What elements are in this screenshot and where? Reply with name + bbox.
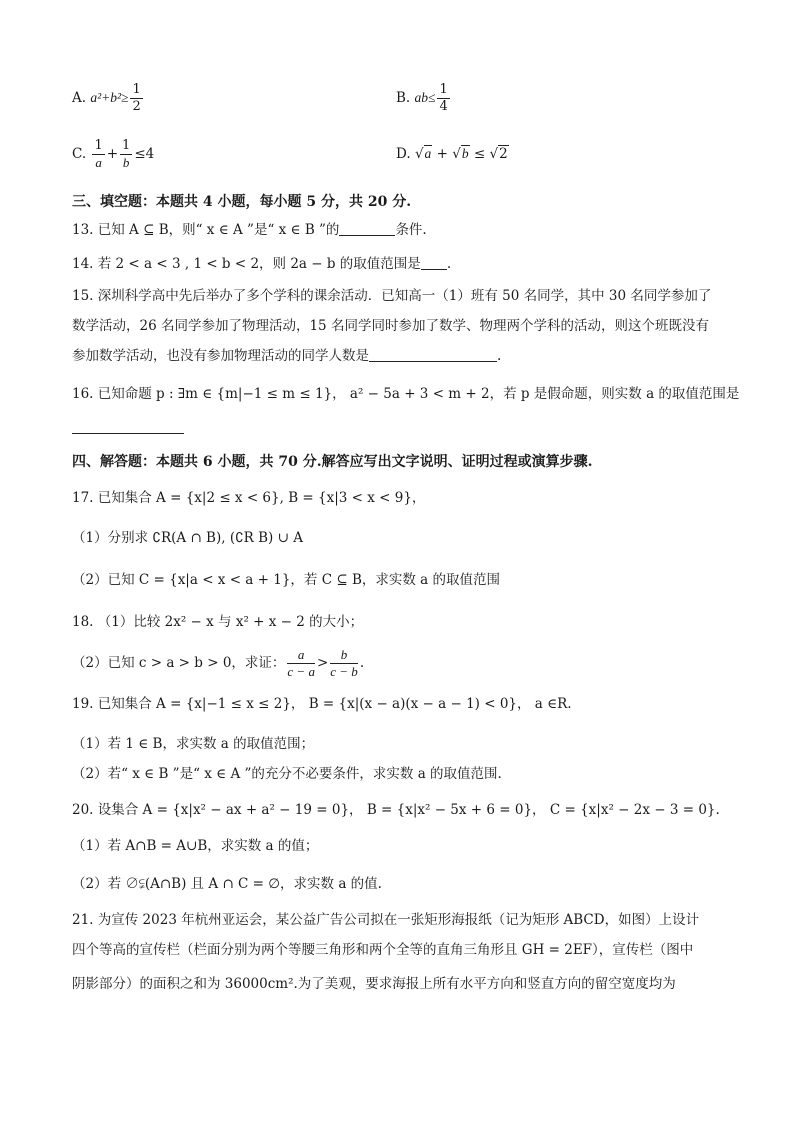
- question-17-part-2: （2）已知 C = {x|a < x < a + 1}，若 C ⊆ B，求实数 a 的取值范围: [72, 572, 500, 588]
- question-19-part-2: （2）若“ x ∈ B ”是“ x ∈ A ”的充分不必要条件，求实数 a 的取值范围.: [72, 766, 502, 782]
- question-21-line-1: 21. 为宣传 2023 年杭州亚运会，某公益广告公司拟在一张矩形海报纸（记为矩形 ABCD，如图）上设计: [72, 912, 700, 928]
- question-19-part-1: （1）若 1 ∈ B，求实数 a 的取值范围；: [72, 736, 315, 752]
- option-b-fraction: $\frac{1}{4}$: [439, 82, 448, 114]
- option-a-label: A.: [72, 90, 87, 106]
- option-b-expr: ab≤: [414, 90, 436, 105]
- answer-blank: [72, 419, 184, 434]
- option-a-expr: a²+b²≥: [90, 90, 129, 105]
- option-c: C. $\frac{1}{a}$ + $\frac{1}{b}$ ≤4: [72, 138, 155, 170]
- sqrt-icon: √: [452, 146, 461, 162]
- option-a-fraction: $\frac{1}{2}$: [132, 82, 141, 114]
- section-3-title: 三、填空题：本题共 4 小题，每小题 5 分，共 20 分.: [72, 194, 412, 210]
- answer-blank: [369, 347, 497, 362]
- section-4-title: 四、解答题：本题共 6 小题，共 70 分.解答应写出文字说明、证明过程或演算步骤.: [72, 454, 593, 470]
- option-c-label: C.: [72, 146, 87, 162]
- option-d-label: D.: [396, 146, 411, 162]
- question-14: 14. 若 2 < a < 3 , 1 < b < 2，则 2a − b 的取值范围是 .: [72, 256, 452, 272]
- answer-blank: [421, 255, 447, 270]
- option-c-tail: ≤4: [134, 146, 155, 162]
- question-19-stem: 19. 已知集合 A = {x|−1 ≤ x ≤ 2}， B = {x|(x − a)(x − a − 1) < 0}， a ∈R.: [72, 696, 572, 712]
- option-b: [396, 82, 452, 115]
- option-b-label: B.: [396, 90, 411, 106]
- question-20-part-1: （1）若 A∩B = A∪B，求实数 a 的值；: [72, 838, 319, 854]
- option-c-fraction-2: $\frac{1}{b}$: [122, 138, 131, 170]
- option-a: [72, 82, 145, 115]
- question-17-stem: 17. 已知集合 A = {x|2 ≤ x < 6}, B = {x|3 < x < 9}，: [72, 490, 426, 506]
- question-21-line-2: 四个等高的宣传栏（栏面分别为两个等腰三角形和两个全等的直角三角形且 GH = 2EF），宣传栏（图中: [72, 942, 694, 958]
- question-20-part-2: （2）若 ∅⫋(A∩B) 且 A ∩ C = ∅，求实数 a 的值.: [72, 876, 382, 892]
- answer-blank: [339, 221, 395, 236]
- option-c-fraction-1: $\frac{1}{a}$: [94, 138, 103, 170]
- question-13: 13. 已知 A ⊆ B，则“ x ∈ A ”是“ x ∈ B ”的 条件.: [72, 222, 427, 238]
- question-16: 16. 已知命题 p : ∃m ∈ {m|−1 ≤ m ≤ 1}， a² − 5a + 3 < m + 2，若 p 是假命题，则实数 a 的取值范围是: [72, 386, 740, 402]
- sqrt-icon: √: [489, 146, 499, 162]
- question-16-blank-line: [72, 418, 722, 438]
- question-15-line-3: 参加数学活动，也没有参加物理活动的同学人数是 .: [72, 348, 502, 364]
- question-18-part-1: 18. （1）比较 2x² − x 与 x² + x − 2 的大小；: [72, 614, 364, 630]
- question-15-line-2: 数学活动，26 名同学参加了物理活动，15 名同学同时参加了数学、物理两个学科的活动，则这个班既没有: [72, 318, 709, 334]
- question-17-part-1: （1）分别求 ∁R(A ∩ B), (∁R B) ∪ A: [72, 530, 303, 546]
- sqrt-icon: √: [414, 146, 424, 162]
- question-15-line-1: 15. 深圳科学高中先后举办了多个学科的课余活动．已知高一（1）班有 50 名同学，其中 30 名同学参加了: [72, 288, 712, 304]
- question-18-fraction-2: $\frac{b}{c - b}$: [330, 647, 358, 679]
- question-20-stem: 20. 设集合 A = {x|x² − ax + a² − 19 = 0}， B = {x|x² − 5x + 6 = 0}， C = {x|x² − 2x − 3 = 0}.: [72, 802, 720, 818]
- question-21-line-3: 阴影部分）的面积之和为 36000cm².为了美观，要求海报上所有水平方向和竖直方向的留空宽度均为: [72, 976, 676, 992]
- option-d: D. √a + √b ≤ √2: [396, 146, 508, 162]
- question-18-fraction-1: $\frac{a}{c - a}$: [287, 647, 315, 679]
- question-18-part-2: （2）已知 c > a > b > 0，求证： $\frac{a}{c - a}$ > $\frac{b}{c - b}$ .: [72, 647, 365, 679]
